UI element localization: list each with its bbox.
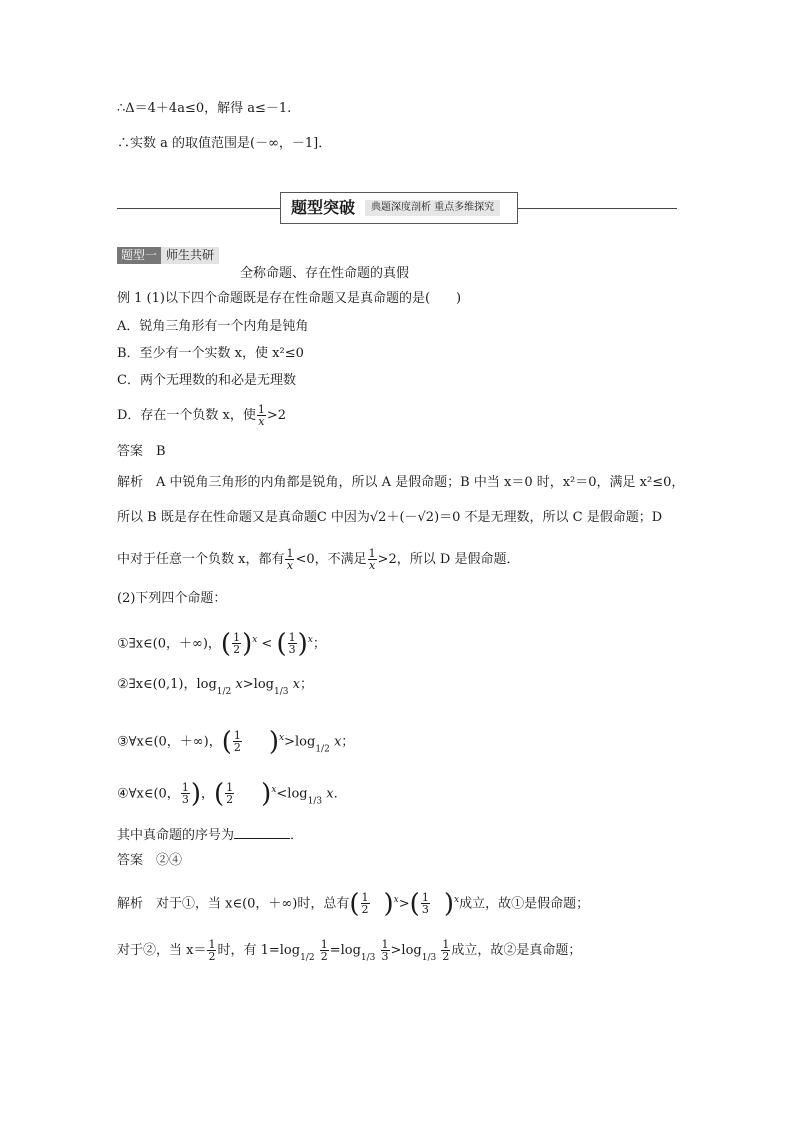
q1-analysis-line2: 所以 B 既是存在性命题又是真命题C 中因为√2＋(－√2)＝0 不是无理数，所以 C 是假命题；D xyxy=(117,510,663,525)
q2-stem: (2)下列四个命题： xyxy=(117,591,227,606)
q2-analysis-text-a: 解析 对于①，当 x∈(0，＋∞)时，总有 xyxy=(117,896,350,912)
answer-blank xyxy=(234,826,290,839)
banner-rule-left xyxy=(117,208,280,209)
q1-analysis-text-c: >2，所以 D 是假命题． xyxy=(377,552,520,567)
q1-stem: 例 1 (1)以下四个命题既是存在性命题又是真命题的是( ) xyxy=(117,291,462,306)
banner-subtitle: 典题深度剖析 重点多维探究 xyxy=(365,200,500,216)
q1-analysis-line3 xyxy=(117,548,520,571)
q2-answer: 答案 ②④ xyxy=(117,853,183,868)
q1-analysis-line1: 解析 A 中锐角三角形的内角都是锐角，所以 A 是假命题；B 中当 x＝0 时，x²＝0，满足 x²≤0， xyxy=(117,475,685,490)
q2-analysis-text-d: 时，有 1=log xyxy=(217,943,301,958)
range-conclusion-line: ∴实数 a 的取值范围是(－∞，－1]． xyxy=(117,136,332,151)
fraction: $\frac{1}{3}$ xyxy=(381,938,389,963)
q2-proposition-4: ④∀x∈(0， $\frac{1}{3}$ )，( $\frac{1}{2}$ )$^x<\log_{1/3}$ x. xyxy=(117,778,338,809)
q1-option-b: B．至少有一个实数 x，使 x²≤0 xyxy=(117,346,304,361)
fraction: $\frac{1}{2}$ xyxy=(320,938,328,963)
q1-option-d-text: D．存在一个负数 x，使 xyxy=(117,408,256,423)
fraction: $\frac{1}{2}$ xyxy=(226,781,234,807)
fraction: $\frac{1}{3}$ xyxy=(181,781,189,807)
fraction: $\frac{1}{2}$ xyxy=(233,729,241,755)
q1-analysis-text-a: 中对于任意一个负数 x，都有 xyxy=(117,552,285,567)
q2-analysis-line2: 对于②，当 x＝ $\frac{1}{2}$ 时，有 $1=\log_{1/2}$ $\frac{1}{2}$ $=\log_{1/3}$ $\frac{1}{3}$ $>\log_{1/3}$ $\frac{1}{2}$ 成立，故②是真命题； xyxy=(117,938,582,963)
q2-analysis-text-e: 成立，故②是真命题； xyxy=(451,943,582,958)
q2-analysis-text-c: 对于②，当 x＝ xyxy=(117,943,207,958)
q2-analysis-text-b: 成立，故①是假命题； xyxy=(459,896,590,912)
fraction: $\frac{1}{2}$ xyxy=(361,891,369,917)
q2-proposition-2: ②∃x∈(0,1)，$\log_{1/2} x>\log_{1/3}$ x； xyxy=(117,677,313,697)
section-heading: 全称命题、存在性命题的真假 xyxy=(240,266,410,281)
q2-p3-text: ③∀x∈(0，＋∞)， xyxy=(117,734,222,750)
q1-option-d-tail: >2 xyxy=(266,408,287,423)
q2-ask: 其中真命题的序号为 ． xyxy=(117,828,304,843)
q2-ask-text: 其中真命题的序号为 xyxy=(117,828,235,843)
q2-proposition-1: ①∃x∈(0，＋∞)，( $\frac{1}{2}$ )$^x$ < ( $\frac{1}{3}$ )$^x$； xyxy=(117,628,326,659)
q2-p4-text: ④∀x∈(0， xyxy=(117,786,180,802)
q1-option-c: C．两个无理数的和必是无理数 xyxy=(117,373,296,388)
fraction: $\frac{1}{3}$ xyxy=(421,891,429,917)
q2-p2-text: ②∃x∈(0,1)，log xyxy=(117,677,217,692)
q1-analysis-text-b: <0，不满足 xyxy=(295,552,367,567)
topic-tag xyxy=(117,247,219,264)
fraction: $\frac{1}{3}$ xyxy=(288,631,296,657)
banner-rule-right xyxy=(516,208,677,209)
q1-answer: 答案 B xyxy=(117,444,166,459)
topic-tag-left: 题型一 xyxy=(117,247,161,264)
q1-option-a: A．锐角三角形有一个内角是钝角 xyxy=(117,319,309,334)
topic-tag-right: 师生共研 xyxy=(161,247,219,264)
section-banner xyxy=(117,192,677,224)
fraction: $\frac{1}{2}$ xyxy=(233,631,241,657)
q2-analysis-line1: 解析 对于①，当 x∈(0，＋∞)时，总有( $\frac{1}{2}$ )$^x$>( $\frac{1}{3}$ )$^x$成立，故①是假命题； xyxy=(117,888,590,919)
fraction: $\frac{1}{x}$ xyxy=(286,547,294,572)
fraction: $\frac{1}{x}$ xyxy=(257,403,265,428)
q2-proposition-3: ③∀x∈(0，＋∞)，( $\frac{1}{2}$ )$^x>\log_{1/2}$ x； xyxy=(117,726,355,757)
banner-box xyxy=(280,192,518,224)
q1-option-d xyxy=(117,404,286,427)
fraction: $\frac{1}{x}$ xyxy=(368,547,376,572)
banner-title: 题型突破 xyxy=(290,198,355,217)
q2-p1-text: ①∃x∈(0，＋∞)， xyxy=(117,636,221,652)
derivation-line: ∴Δ＝4＋4a≤0，解得 a≤－1. xyxy=(117,101,292,116)
fraction: $\frac{1}{2}$ xyxy=(208,938,216,963)
fraction: $\frac{1}{2}$ xyxy=(442,938,450,963)
